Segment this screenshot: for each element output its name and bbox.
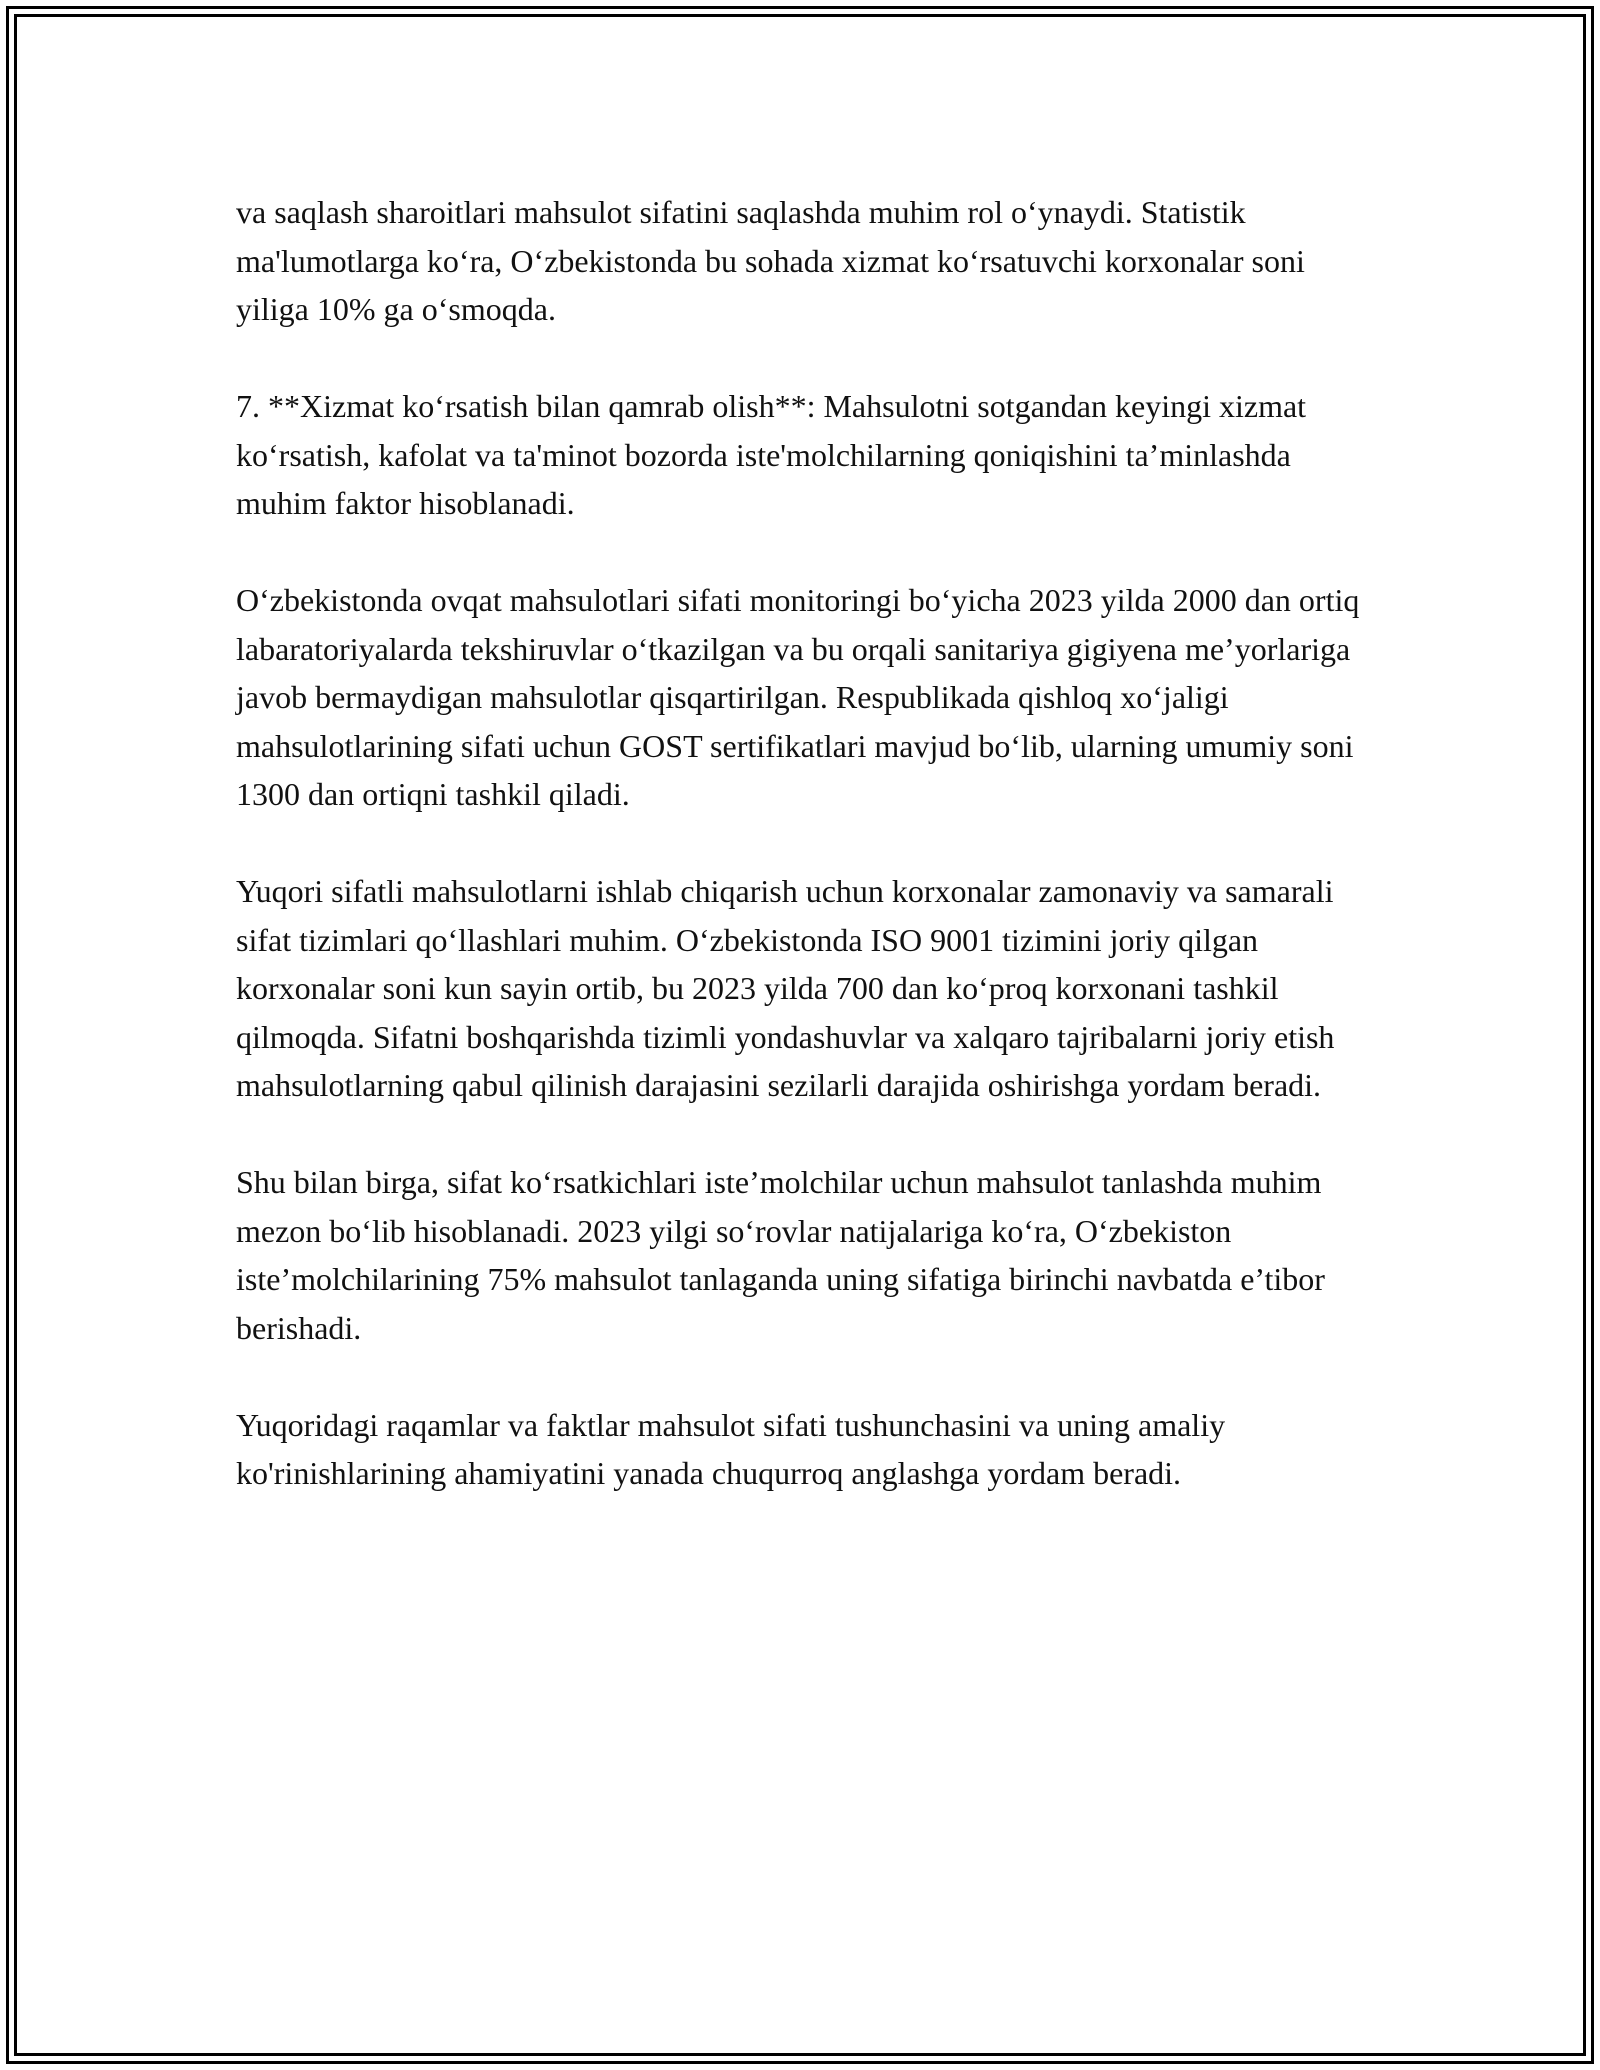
document-body — [236, 188, 1376, 1546]
paragraph-service-coverage: 7. **Xizmat ko‘rsatish bilan qamrab olish**: Mahsulotni sotgandan keyingi xizmat ko‘rsatish, kafolat va ta'minot bozorda iste'molchilarning qoniqishini ta’minlashda muhim faktor hisoblanadi. — [236, 388, 1307, 521]
paragraph-food-quality-monitoring: O‘zbekistonda ovqat mahsulotlari sifati monitoringi bo‘yicha 2023 yilda 2000 dan ortiq labaratoriyalarda tekshiruvlar o‘tkazilgan va bu orqali sanitariya gigiyena me’yorlariga javob bermaydigan mahsulotlar qisqartirilgan. Respublikada qishloq xo‘jaligi mahsulotlarining sifati uchun GOST sertifikatlari mavjud bo‘lib, ularning umumiy soni 1300 dan ortiqni tashkil qiladi. — [236, 582, 1360, 812]
paragraph-quality-systems: Yuqori sifatli mahsulotlarni ishlab chiqarish uchun korxonalar zamonaviy va samarali sifat tizimlari qo‘llashlari muhim. O‘zbekistonda ISO 9001 tizimini joriy qilgan korxonalar soni kun sayin ortib, bu 2023 yilda 700 dan ko‘proq korxonani tashkil qilmoqda. Sifatni boshqarishda tizimli yondashuvlar va xalqaro tajribalarni joriy etish mahsulotlarning qabul qilinish darajasini sezilarli darajida oshirishga yordam beradi. — [236, 873, 1335, 1103]
paragraph-storage-conditions: va saqlash sharoitlari mahsulot sifatini saqlashda muhim rol o‘ynaydi. Statistik ma'lumotlarga ko‘ra, O‘zbekistonda bu sohada xizmat ko‘rsatuvchi korxonalar soni yiliga 10% ga o‘smoqda. — [236, 194, 1305, 327]
paragraph-conclusion: Yuqoridagi raqamlar va faktlar mahsulot sifati tushunchasini va uning amaliy ko'rinishlarining ahamiyatini yanada chuqurroq anglashga yordam beradi. — [236, 1406, 1226, 1491]
paragraph-consumer-criteria: Shu bilan birga, sifat ko‘rsatkichlari iste’molchilar uchun mahsulot tanlashda muhim mezon bo‘lib hisoblanadi. 2023 yilgi so‘rovlar natijalariga ko‘ra, O‘zbekiston iste’molchilarining 75% mahsulot tanlaganda uning sifatiga birinchi navbatda e’tibor berishadi. — [236, 1164, 1325, 1346]
